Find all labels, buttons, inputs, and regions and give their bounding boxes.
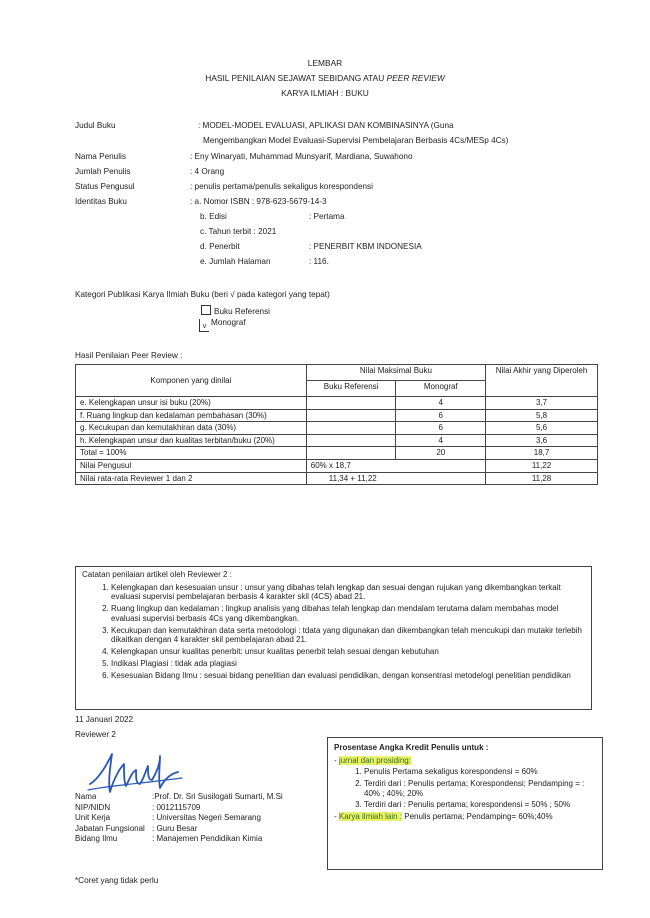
halaman-label: e. Jumlah Halaman bbox=[200, 257, 271, 266]
pengusul-ref: 60% x 18,7 bbox=[306, 459, 485, 472]
rata-label: Nilai rata-rata Reviewer 1 dan 2 bbox=[76, 472, 307, 485]
jabatan-label: Jabatan Fungsional bbox=[75, 823, 145, 833]
note-item: 4. Kelengkapan unsur kualitas penerbit: unsur kualitas penerbit telah sesuai dengan kebutuhan bbox=[111, 647, 585, 657]
table-row bbox=[76, 409, 598, 422]
credit-item: 3. Terdiri dari : Penulis pertama; korespondensi = 50% ; 50% bbox=[364, 800, 596, 810]
total-monograf: 20 bbox=[396, 447, 486, 460]
credit-jurnal-heading: - jurnal dan prosiding: bbox=[334, 755, 411, 765]
penerbit-label: d. Penerbit bbox=[200, 242, 240, 251]
monograf-cell: 4 bbox=[396, 434, 486, 447]
jurnal-highlight: jurnal dan prosiding bbox=[338, 755, 409, 765]
identitas-label: Identitas Buku bbox=[75, 197, 127, 206]
jurnal-colon: : bbox=[408, 755, 411, 765]
credit-list bbox=[334, 767, 596, 810]
monograf-cell: 4 bbox=[396, 397, 486, 410]
sign-role: Reviewer 2 bbox=[75, 730, 116, 739]
unit-label: Unit Kerja bbox=[75, 813, 111, 823]
identitas-isbn: : a. Nomor ISBN : 978-623-5679-14-3 bbox=[190, 197, 327, 206]
jumlah-label: Jumlah Penulis bbox=[75, 167, 131, 176]
table-pengusul-row bbox=[76, 459, 598, 472]
referensi-cell bbox=[306, 397, 396, 410]
komponen-cell: g. Kecukupan dan kemutakhiran data (30%) bbox=[76, 422, 307, 435]
doc-title-lembar: LEMBAR bbox=[307, 58, 343, 68]
pengusul-label: Nilai Pengusul bbox=[76, 459, 307, 472]
footnote: *Coret yang tidak perlu bbox=[75, 876, 159, 885]
referensi-cell bbox=[306, 434, 396, 447]
jumlah-value: : 4 Orang bbox=[190, 167, 225, 176]
doc-title-hasil bbox=[0, 73, 650, 83]
credit-item: 1. Penulis Pertama sekaligus korespondensi = 60% bbox=[364, 767, 596, 777]
komponen-cell: h. Kelengkapan unsur dan kualitas terbitan/buku (20%) bbox=[76, 434, 307, 447]
tahun-terbit: c. Tahun terbit : 2021 bbox=[200, 227, 277, 236]
judul-value-2: Mengembangkan Model Evaluasi-Supervisi Pembelajaran Berbasis 4Cs/MESp 4Cs) bbox=[203, 136, 509, 145]
pengusul-akhir: 11,22 bbox=[486, 459, 598, 472]
kategori-label: Kategori Publikasi Karya Ilmiah Buku (beri √ pada kategori yang tepat) bbox=[75, 290, 330, 299]
doc-title-italic: PEER REVIEW bbox=[386, 73, 445, 83]
checkbox-monograf[interactable]: v bbox=[199, 319, 209, 332]
doc-title-karya: KARYA ILMIAH : BUKU bbox=[281, 88, 369, 98]
unit-value: : Universitas Negeri Semarang bbox=[152, 813, 261, 823]
karya-highlight: Karya ilmiah lain : bbox=[338, 812, 403, 822]
komponen-cell: e. Kelengkapan unsur isi buku (20%) bbox=[76, 397, 307, 410]
checkbox-referensi[interactable] bbox=[201, 305, 211, 315]
note-item: 1. Kelengkapan dan kesesuaian unsur : unsur yang dibahas telah lengkap dan sesuai dengan rujukan yang dikembangkan terkait evaluasi supervisi pembelajaran berbasis 4 karakter skil (4CS) abad 21. bbox=[111, 583, 585, 603]
karya-value: Penulis pertama; Pendamping= 60%;40% bbox=[404, 812, 553, 822]
note-item: 6. Kesesuaian Bidang Ilmu : sesuai bidang penelitian dan evaluasi pendidikan, dengan konsentrasi metodelogi penelitian pendidikan bbox=[111, 671, 585, 681]
table-header-row bbox=[76, 365, 598, 381]
monograf-cell: 6 bbox=[396, 409, 486, 422]
bidang-label: Bidang Ilmu bbox=[75, 834, 118, 844]
credit-title: Prosentase Angka Kredit Penulis untuk : bbox=[334, 743, 489, 752]
note-item: 2. Ruang lingkup dan kedalaman : lingkup analisis yang dibahas telah lengkap dan mendalam terutama dalam membahas model evaluasi supervisi berbasis 4Cs yang dikembangkan. bbox=[111, 604, 585, 624]
handwritten-signature bbox=[86, 748, 186, 798]
credit-item: 2. Terdiri dari : Penulis pertama; Korespondensi; Pendamping = : 40% ; 40%; 20% bbox=[364, 779, 596, 799]
rata-ref: 11,34 + 11,22 bbox=[306, 472, 485, 485]
kategori-option-monograf[interactable] bbox=[199, 318, 246, 332]
penerbit-value: : PENERBIT KBM INDONESIA bbox=[309, 242, 422, 251]
total-referensi bbox=[306, 447, 396, 460]
status-label: Status Pengusul bbox=[75, 182, 135, 191]
monograf-label: Monograf bbox=[211, 318, 246, 327]
table-rata-row bbox=[76, 472, 598, 485]
halaman-value: : 116. bbox=[309, 257, 329, 266]
sign-date: 11 Januari 2022 bbox=[75, 715, 134, 724]
total-akhir: 18,7 bbox=[486, 447, 598, 460]
edisi-label: b. Edisi bbox=[200, 212, 227, 221]
note-item: 3. Kecukupan dan kemutakhiran data serta metodologi : tdata yang digunakan dan dikembangkan telah mencukupi dan mutakir terlebih dikaitkan dengan 4 karakter skil pembelajaran abad 21. bbox=[111, 626, 585, 646]
notes-title: Catatan penilaian artikel oleh Reviewer 2 : bbox=[82, 570, 232, 579]
akhir-cell: 5,6 bbox=[486, 422, 598, 435]
akhir-cell: 3,7 bbox=[486, 397, 598, 410]
header-nilai-akhir: Nilai Akhir yang Diperoleh bbox=[486, 365, 598, 397]
note-item: 5. Indikasi Plagiasi : tidak ada plagiasi bbox=[111, 659, 585, 669]
header-nilai-max: Nilai Maksimal Buku bbox=[306, 365, 485, 381]
header-referensi: Buku Referensi bbox=[306, 381, 396, 397]
penulis-value: : Eny Winaryati, Muhammad Munsyarif, Mardiana, Suwahono bbox=[190, 152, 413, 161]
komponen-cell: f. Ruang lingkup dan kedalaman pembahasan (30%) bbox=[76, 409, 307, 422]
judul-value-1: : MODEL-MODEL EVALUASI, APLIKASI DAN KOMBINASINYA (Guna bbox=[198, 121, 454, 130]
header-komponen: Komponen yang dinilai bbox=[76, 365, 307, 397]
nip-value: : 0012115709 bbox=[152, 802, 201, 812]
referensi-cell bbox=[306, 409, 396, 422]
bidang-value: : Manajemen Pendidikan Kimia bbox=[152, 834, 263, 844]
rata-akhir: 11,28 bbox=[486, 472, 598, 485]
peer-review-table bbox=[75, 364, 598, 485]
total-label: Total = 100% bbox=[76, 447, 307, 460]
nama-label: Nama bbox=[75, 792, 97, 801]
referensi-label: Buku Referensi bbox=[214, 307, 270, 316]
table-total-row bbox=[76, 447, 598, 460]
table-row bbox=[76, 422, 598, 435]
notes-list bbox=[82, 583, 585, 681]
jabatan-value: : Guru Besar bbox=[152, 823, 198, 833]
nip-label: NIP/NIDN bbox=[75, 802, 111, 812]
referensi-cell bbox=[306, 422, 396, 435]
kategori-option-referensi[interactable] bbox=[201, 305, 270, 317]
table-title: Hasil Penilaian Peer Review : bbox=[75, 351, 183, 360]
table-row bbox=[76, 434, 598, 447]
edisi-value: : Pertama bbox=[309, 212, 345, 221]
header-monograf: Monograf bbox=[396, 381, 486, 397]
judul-label: Judul Buku bbox=[75, 121, 116, 130]
status-value: : penulis pertama/penulis sekaligus korespondensi bbox=[190, 182, 373, 191]
monograf-cell: 6 bbox=[396, 422, 486, 435]
nama-value: :Prof. Dr. Sri Susilogati Sumarti, M.Si bbox=[152, 792, 283, 801]
reviewer-notes-box bbox=[75, 566, 592, 710]
credit-percentage-box bbox=[327, 737, 603, 870]
reviewer-identity bbox=[75, 792, 283, 845]
akhir-cell: 3,6 bbox=[486, 434, 598, 447]
doc-title-text: HASIL PENILAIAN SEJAWAT SEBIDANG ATAU bbox=[205, 73, 385, 83]
table-row bbox=[76, 397, 598, 410]
credit-karya: - Karya ilmiah lain : Penulis pertama; Pendamping= 60%;40% bbox=[334, 812, 553, 822]
penulis-label: Nama Penulis bbox=[75, 152, 126, 161]
akhir-cell: 5,8 bbox=[486, 409, 598, 422]
